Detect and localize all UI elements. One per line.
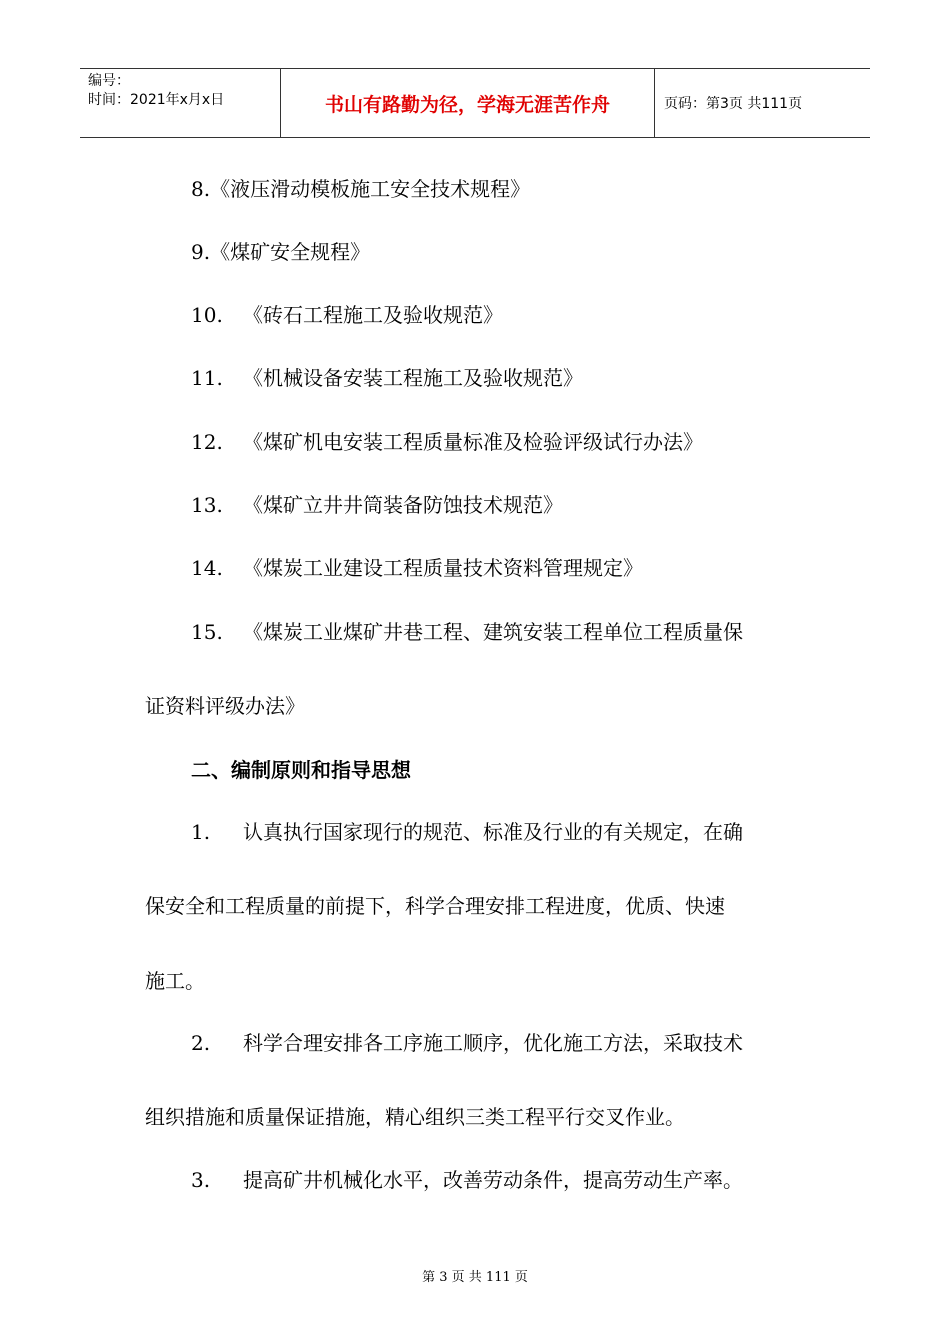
principle-text-continued: 保安全和工程质量的前提下，科学合理安排工程进度，优质、快速 [145,894,725,918]
date-label: 时间：2021年x月x日 [88,92,225,108]
list-item-text: 《砖石工程施工及验收规范》 [243,303,503,327]
list-item [191,299,503,328]
principle-text-continued: 组织措施和质量保证措施，精心组织三类工程平行交叉作业。 [145,1105,685,1129]
principle-text: 科学合理安排各工序施工顺序，优化施工方法，采取技术 [243,1031,743,1055]
list-item-text: 《机械设备安装工程施工及验收规范》 [243,366,583,390]
principle-text-continued: 施工。 [145,969,205,993]
principle-text: 提高矿井机械化水平，改善劳动条件，提高劳动生产率。 [243,1168,743,1192]
list-item-text: 《液压滑动模板施工安全技术规程》 [210,177,531,201]
list-item-number: 10. [191,303,223,327]
principle-number: 3. [191,1168,211,1192]
list-item [191,173,530,202]
list-item-number: 8. [191,177,211,201]
list-item [191,236,370,265]
list-item-text: 《煤矿安全规程》 [210,240,371,264]
list-item-number: 12. [191,430,223,454]
list-item-number: 13. [191,493,223,517]
list-item-text: 《煤矿立井井筒装备防蚀技术规范》 [243,493,563,517]
list-item [191,426,703,455]
list-item [191,552,643,581]
principle-text: 认真执行国家现行的规范、标准及行业的有关规定，在确 [243,820,743,844]
list-item-text: 《煤矿机电安装工程质量标准及检验评级试行办法》 [243,430,703,454]
list-item-text: 《煤炭工业煤矿井巷工程、建筑安装工程单位工程质量保 [243,620,743,644]
principle-number: 1. [191,820,211,844]
list-item-number: 14. [191,556,223,580]
list-item-number: 11. [191,366,223,390]
principle-item [191,816,743,845]
header-meta [80,69,281,137]
header-motto: 书山有路勤为径，学海无涯苦作舟 [281,69,655,137]
list-item [191,616,743,645]
list-item-number: 15. [191,620,223,644]
principle-item [191,1164,743,1193]
principle-item [191,1027,743,1056]
section-title: 二、编制原则和指导思想 [191,758,411,782]
list-item-number: 9. [191,240,211,264]
list-item-text: 《煤炭工业建设工程质量技术资料管理规定》 [243,556,643,580]
header-page-info: 页码：第3页 共111页 [664,96,803,112]
page-header [80,68,870,138]
number-label: 编号： [88,73,130,89]
list-item-continuation: 证资料评级办法》 [145,694,305,718]
list-item [191,362,583,391]
page-footer: 第 3 页 共 111 页 [422,1270,528,1285]
principle-number: 2. [191,1031,211,1055]
list-item [191,489,563,518]
